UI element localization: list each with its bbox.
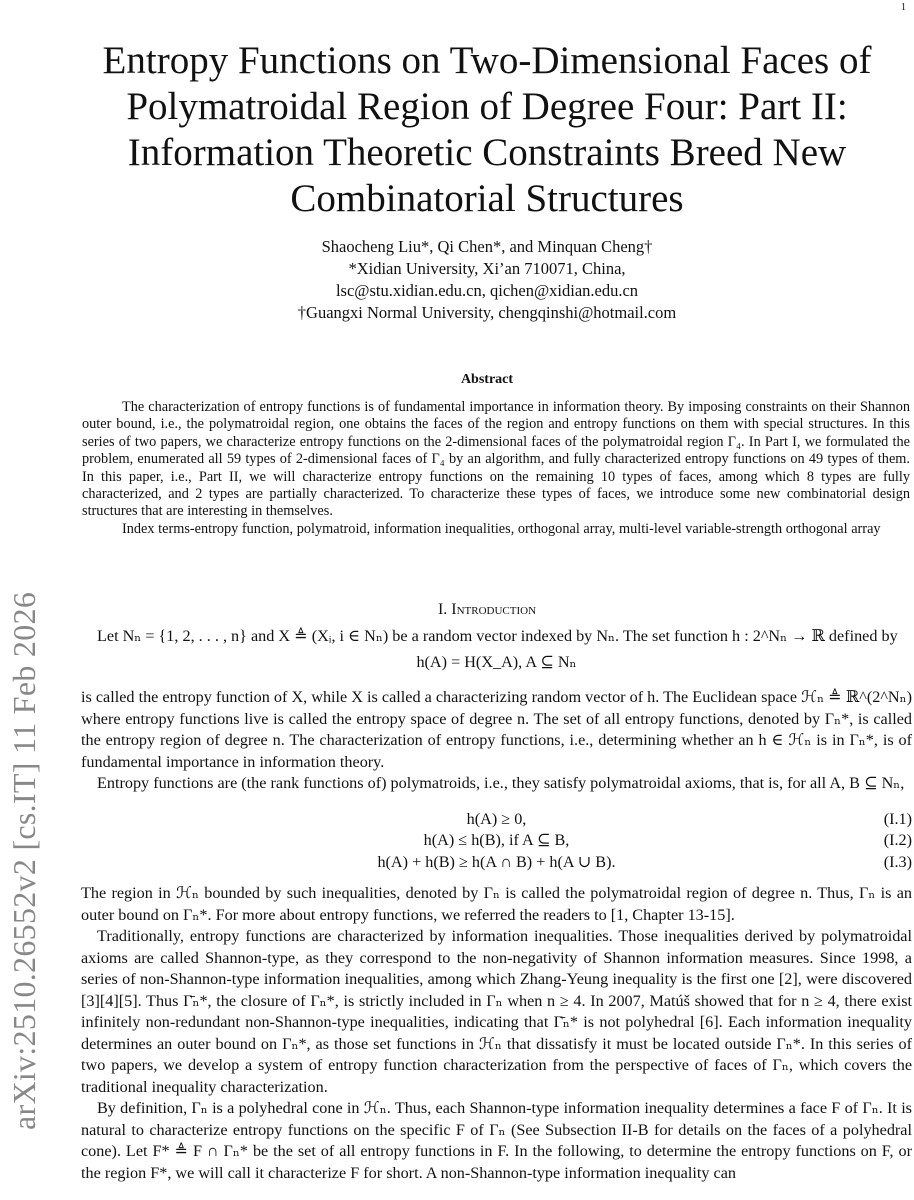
index-terms: Index terms-entropy function, polymatroid, information inequalities, orthogonal array, multi-level variable-strength orthogonal array xyxy=(122,520,881,537)
equation-group xyxy=(81,809,912,874)
section-heading: I. Introduction xyxy=(437,601,537,618)
equation xyxy=(81,809,912,831)
equation-number: (I.3) xyxy=(883,852,912,871)
paragraph: Let Nₙ = {1, 2, . . . , n} and X ≜ (Xᵢ, i ∈ Nₙ) be a random vector indexed by Nₙ. The set function h : 2^Nₙ → ℝ defined by xyxy=(97,627,898,645)
abstract xyxy=(82,399,910,538)
author-block xyxy=(60,236,914,324)
equation-number: (I.2) xyxy=(883,831,912,849)
paragraph: is called the entropy function of X, while X is called a characterizing random vector of h. The Euclidean space ℋₙ ≜ ℝ^(2^Nₙ) where entropy functions live is called the entropy space of degree n. The set of all entropy functions, denoted by Γₙ*, is called the entropy region of degree n. The characterization of entropy functions, i.e., determining whether an h ∈ ℋₙ is in Γₙ*, is of fundamental importance in information theory. xyxy=(81,688,912,771)
paragraph: Traditionally, entropy functions are characterized by information inequalities. Those inequalities derived by polymatroidal axioms are called Shannon-type, as they correspond to the non-negativity of Shannon information measures. Since 1998, a series of non-Shannon-type information inequalities, among which Zhang-Yeung inequality is the first one [2], were discovered [3][4][5]. Thus Γ̄ₙ*, the closure of Γₙ*, is strictly included in Γₙ when n ≥ 4. In 2007, Matúš showed that for n ≥ 4, there exist infinitely non-redundant non-Shannon-type inequalities, indicating that Γ̄ₙ* is not polyhedral [6]. Each information inequality determines an outer bound on Γₙ*, as those set functions in ℋₙ that dissatisfy it must be located outside Γₙ*. In this series of two papers, we develop a system of entropy function characterization from the perspective of faces of Γₙ, which covers the traditional inequality characterization. xyxy=(81,927,912,1096)
emails-1: lsc@stu.xidian.edu.cn, qichen@xidian.edu.cn xyxy=(335,281,639,300)
equation-expr: h(A) = H(X_A), A ⊆ Nₙ xyxy=(416,652,577,671)
body-text xyxy=(81,626,912,1184)
abstract-heading: Abstract xyxy=(460,372,514,387)
equation-expr: h(A) ≤ h(B), if A ⊆ B, xyxy=(423,831,570,849)
equation-number: (I.1) xyxy=(883,809,912,828)
paper-title xyxy=(60,38,914,222)
author-names: Shaocheng Liu*, Qi Chen*, and Minquan Cheng† xyxy=(321,237,653,256)
title-line: Entropy Functions on Two-Dimensional Faces of xyxy=(102,39,872,82)
equation xyxy=(81,830,912,852)
affiliation-1: *Xidian University, Xi’an 710071, China, xyxy=(348,259,626,278)
paragraph: Entropy functions are (the rank functions of) polymatroids, i.e., they satisfy polymatroidal axioms, that is, for all A, B ⊆ Nₙ, xyxy=(97,774,905,792)
affiliation-2: †Guangxi Normal University, chengqinshi@hotmail.com xyxy=(297,303,677,322)
abstract-text: The characterization of entropy functions is of fundamental importance in information theory. By imposing constraints on their Shannon outer bound, i.e., the polymatroidal region, one obtains the faces of the region and entropy functions on them with special structures. In this series of two papers, we characterize entropy functions on the 2-dimensional faces of the polymatroidal region Γ₄. In Part I, we formulated the problem, enumerated all 59 types of 2-dimensional faces of Γ₄ by an algorithm, and fully characterized entropy functions on 49 types of them. In this paper, i.e., Part II, we will characterize entropy functions on the remaining 10 types of faces, among which 8 types are fully characterized, and 2 types are partially characterized. To characterize these types of faces, we introduce some new combinatorial design structures that are interesting in themselves. xyxy=(82,399,910,520)
equation-expr: h(A) + h(B) ≥ h(A ∩ B) + h(A ∪ B). xyxy=(377,852,616,871)
title-line: Information Theoretic Constraints Breed New xyxy=(127,131,847,174)
equation xyxy=(81,852,912,874)
title-line: Combinatorial Structures xyxy=(290,177,684,220)
paragraph: The region in ℋₙ bounded by such inequalities, denoted by Γₙ is called the polymatroidal region of degree n. Thus, Γₙ is an outer bound on Γₙ*. For more about entropy functions, we referred the readers to [1, Chapter 13-15]. xyxy=(81,884,912,924)
equation-expr: h(A) ≥ 0, xyxy=(466,809,527,828)
paragraph: By definition, Γₙ is a polyhedral cone in ℋₙ. Thus, each Shannon-type information inequality determines a face F of Γₙ. It is natural to characterize entropy functions on the specific F of Γₙ (See Subsection II-B for details on the faces of a polyhedral cone). Let F* ≜ F ∩ Γₙ* be the set of all entropy functions in F. In the following, to determine the entropy functions on F, or the region F*, we will call it characterize F for short. A non-Shannon-type information inequality can xyxy=(81,1099,912,1182)
arxiv-identifier: arXiv:2510.26552v2 [cs.IT] 11 Feb 2026 xyxy=(6,591,42,1130)
page-number: 1 xyxy=(901,2,906,13)
title-line: Polymatroidal Region of Degree Four: Part II: xyxy=(126,85,848,128)
equation xyxy=(81,652,912,674)
